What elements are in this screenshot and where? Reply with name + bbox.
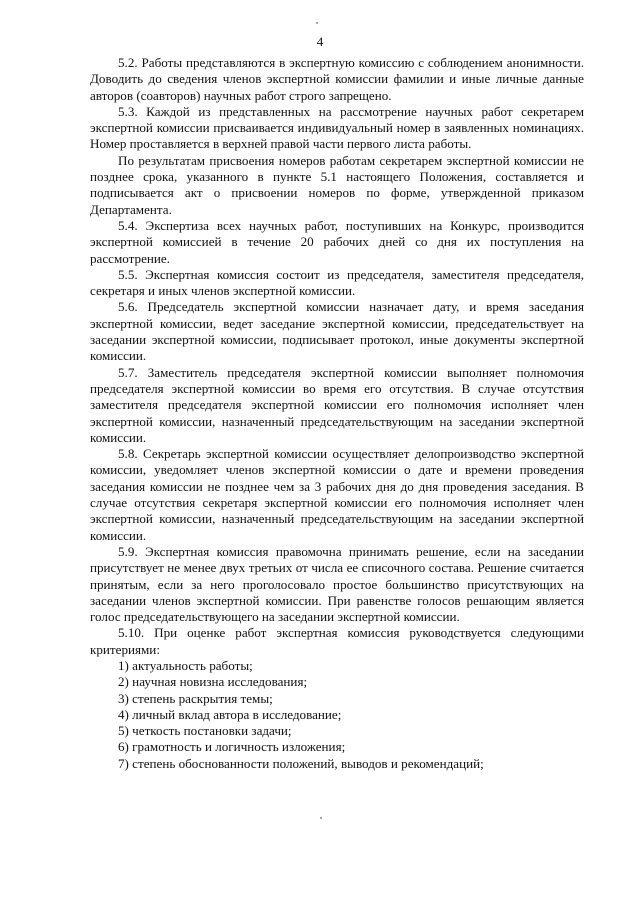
paragraph-5-8: 5.8. Секретарь экспертной комиссии осуществляет делопроизводство экспертной комиссии, уведомляет членов экспертной комиссии о дате и времени проведения заседания комиссии не позднее чем за 3 рабочих дня до дня проведения заседания. В случае отсутствия секретаря экспертной комиссии его полномочия исполняет член экспертной комиссии, назначенный председательствующим на заседании экспертной комиссии.: [90, 446, 584, 543]
paragraph-5-7: 5.7. Заместитель председателя экспертной комиссии выполняет полномочия председателя экспертной комиссии во время его отсутствия. В случае отсутствия заместителя председателя экспертной комиссии его полномочия исполняет член экспертной комиссии, назначенный председательствующим на заседании экспертной комиссии.: [90, 364, 584, 445]
paragraph-5-5: 5.5. Экспертная комиссия состоит из председателя, заместителя председателя, секретаря и иных членов экспертной комиссии.: [90, 266, 584, 299]
scan-speck: [316, 22, 318, 24]
paragraph-5-10: 5.10. При оценке работ экспертная комиссия руководствуется следующими критериями:: [90, 625, 584, 657]
paragraph-5-9: 5.9. Экспертная комиссия правомочна принимать решение, если на заседании присутствует не менее двух третьих от числа ее списочного состава. Решение считается принятым, если за него проголосовало простое большинство присутствующих на заседании членов экспертной комиссии. При равенстве голосов решающим является голос председательствующего на заседании экспертной комиссии.: [90, 543, 584, 625]
criteria-item: 4) личный вклад автора в исследование;: [118, 706, 342, 722]
criteria-item: 7) степень обоснованности положений, выводов и рекомендаций;: [118, 755, 484, 771]
paragraph-numbering-act: По результатам присвоения номеров работам секретарем экспертной комиссии не позднее срока, указанного в пункте 5.1 настоящего Положения, составляется и подписывается акт о присвоении номеров по форме, утвержденной приказом Департамента.: [90, 152, 584, 217]
criteria-item: 5) четкость постановки задачи;: [118, 723, 292, 739]
criteria-item: 1) актуальность работы;: [118, 657, 253, 673]
paragraph-5-6: 5.6. Председатель экспертной комиссии назначает дату, и время заседания экспертной комиссии, ведет заседание экспертной комиссии, председательствует на заседании экспертной комиссии, подписывает протокол, иные документы экспертной комиссии.: [90, 299, 584, 364]
criteria-item: 3) степень раскрытия темы;: [118, 690, 273, 706]
paragraph-5-2: 5.2. Работы представляются в экспертную комиссию с соблюдением анонимности. Доводить до сведения членов экспертной комиссии фамилии и иные личные данные авторов (соавторов) научных работ строго запрещено.: [90, 55, 584, 103]
scan-speck: [320, 817, 322, 819]
criteria-item: 6) грамотность и логичность изложения;: [118, 739, 346, 755]
criteria-list: [90, 658, 584, 772]
page-number: 4: [316, 34, 324, 49]
paragraph-5-4: 5.4. Экспертиза всех научных работ, поступивших на Конкурс, производится экспертной комиссией в течение 20 рабочих дней со дня их поступления на рассмотрение.: [90, 217, 584, 266]
document-body: [90, 55, 584, 772]
criteria-item: 2) научная новизна исследования;: [118, 674, 308, 690]
paragraph-5-3: 5.3. Каждой из представленных на рассмотрение научных работ секретарем экспертной комиссии присваивается индивидуальный номер в заявленных номинациях. Номер проставляется в верхней правой части первого листа работы.: [90, 103, 584, 152]
